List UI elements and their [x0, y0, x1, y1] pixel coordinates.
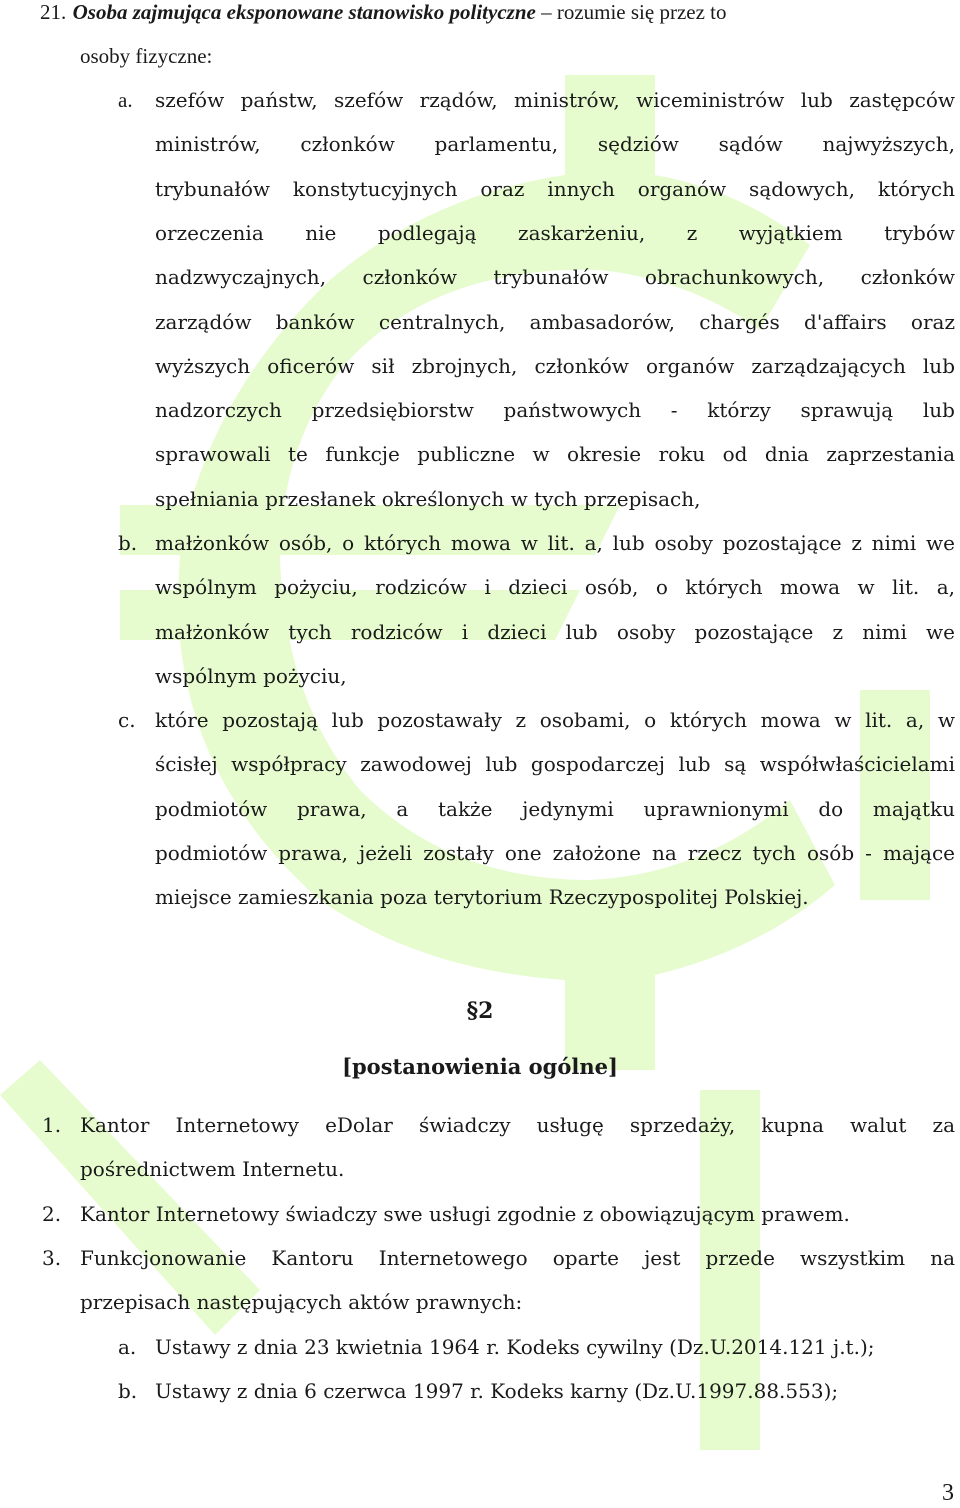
text-line: spełniania przesłanek określonych w tych przepisach,: [155, 486, 701, 511]
text-line: małżonków tych rodziców i dzieci lub osoby pozostające z nimi we: [155, 619, 955, 644]
section-number: §2: [466, 998, 494, 1024]
heading-title: Osoba zajmująca eksponowane stanowisko polityczne: [72, 0, 536, 24]
text-line: orzeczenia nie podlegają zaskarżeniu, z wyjątkiem trybów: [155, 220, 955, 245]
list-marker: a.: [118, 1335, 137, 1359]
text-line: wspólnym pożyciu,: [155, 663, 347, 688]
text-line: Ustawy z dnia 23 kwietnia 1964 r. Kodeks cywilny (Dz.U.2014.121 j.t.);: [155, 1335, 875, 1359]
text-line: ministrów, członków parlamentu, sędziów sądów najwyższych,: [155, 132, 955, 157]
text-line: Kantor Internetowy eDolar świadczy usługę sprzedaży, kupna walut za: [80, 1113, 955, 1137]
list-marker: c.: [118, 708, 136, 732]
text-line: podmiotów prawa, a także jedynymi uprawnionymi do majątku: [155, 796, 955, 821]
text-line: pośrednictwem Internetu.: [80, 1157, 345, 1182]
text-line: podmiotów prawa, jeżeli zostały one założone na rzecz tych osób - mające: [155, 840, 955, 865]
heading-rest: – rozumie się przez to: [535, 0, 727, 24]
text-line: wspólnym pożyciu, rodziców i dzieci osób, o których mowa w lit. a,: [155, 575, 955, 600]
text-line: nadzorczych przedsiębiorstw państwowych - którzy sprawują lub: [155, 398, 955, 423]
text-line: nadzwyczajnych, członków trybunałów obrachunkowych, członków: [155, 265, 955, 290]
list-marker: b.: [118, 1379, 138, 1403]
text-line: Ustawy z dnia 6 czerwca 1997 r. Kodeks karny (Dz.U.1997.88.553);: [155, 1379, 839, 1403]
text-line: szefów państw, szefów rządów, ministrów, wiceministrów lub zastępców: [155, 88, 955, 112]
text-line: zarządów banków centralnych, ambasadorów, chargés d'affairs oraz: [155, 309, 955, 334]
text-line: które pozostają lub pozostawały z osobami, o których mowa w lit. a, w: [155, 708, 955, 732]
section-title: [postanowienia ogólne]: [342, 1054, 618, 1079]
text-line: Kantor Internetowy świadczy swe usługi zgodnie z obowiązującym prawem.: [80, 1202, 850, 1226]
page-number: 3: [942, 1480, 954, 1506]
list-marker: 3.: [42, 1246, 62, 1270]
text-line: trybunałów konstytucyjnych oraz innych organów sądowych, których: [155, 176, 955, 201]
list-marker: b.: [118, 531, 138, 555]
list-marker: a.: [118, 88, 133, 112]
text-line: ścisłej współpracy zawodowej lub gospodarczej lub są współwłaścicielami: [155, 752, 955, 777]
text-line: miejsce zamieszkania poza terytorium Rzeczypospolitej Polskiej.: [155, 885, 809, 910]
text-line: Funkcjonowanie Kantoru Internetowego oparte jest przede wszystkim na: [80, 1246, 955, 1270]
text-line: sprawowali te funkcje publiczne w okresie roku od dnia zaprzestania: [155, 442, 955, 467]
text-line: przepisach następujących aktów prawnych:: [80, 1290, 523, 1315]
text-line: małżonków osób, o których mowa w lit. a, lub osoby pozostające z nimi we: [155, 531, 955, 555]
list-marker: 2.: [42, 1202, 62, 1226]
heading-number: 21.: [40, 0, 67, 24]
list-marker: 1.: [42, 1113, 62, 1137]
text-line: wyższych oficerów sił zbrojnych, członków organów zarządzających lub: [155, 353, 955, 378]
heading-line: [40, 0, 727, 24]
heading-continuation: osoby fizyczne:: [80, 44, 213, 68]
